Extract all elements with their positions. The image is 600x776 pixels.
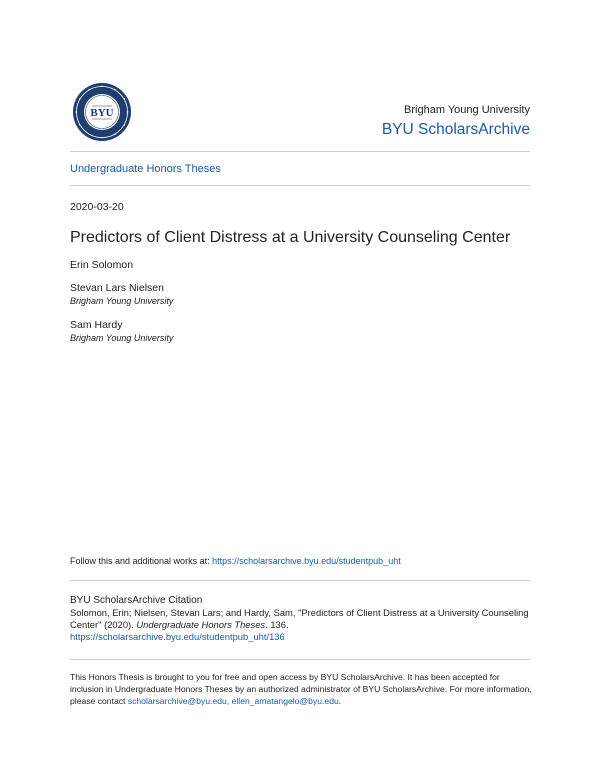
divider [70, 659, 530, 660]
divider [70, 151, 530, 152]
institution-name: Brigham Young University [404, 104, 530, 116]
notice-end: . [338, 696, 342, 706]
publication-date: 2020-03-20 [70, 201, 124, 213]
institution-block [382, 104, 530, 139]
follow-line [70, 556, 401, 566]
citation-url-link[interactable]: https://scholarsarchive.byu.edu/studentpub_uht/136 [70, 631, 285, 643]
access-notice [70, 671, 532, 707]
author-affiliation: Brigham Young University [70, 333, 174, 343]
follow-text: Follow this and additional works at: [70, 556, 213, 566]
author-affiliation: Brigham Young University [70, 296, 174, 306]
author-name: Sam Hardy [70, 319, 123, 331]
divider [70, 580, 530, 581]
byu-seal-logo [72, 82, 132, 142]
citation-series: Undergraduate Honors Theses [136, 619, 266, 631]
contact-email-link[interactable]: scholarsarchive@byu.edu, ellen_amatangelo@byu.edu [127, 696, 339, 706]
archive-name[interactable]: BYU ScholarsArchive [381, 121, 530, 138]
citation-part: Solomon, Erin; Nielsen, Stevan Lars; and Hardy, Sam, "Predictors of Client Distress at a University Counseling Center" (2020). [70, 607, 529, 631]
citation-part: . 136. [265, 619, 289, 631]
document-title: Predictors of Client Distress at a University Counseling Center [70, 229, 511, 246]
divider [70, 185, 530, 186]
notice-text: This Honors Thesis is brought to you for free and open access by BYU ScholarsArchive. It has been accepted for inclusion in Undergraduate Honors Theses by an authorized administrator of BYU ScholarsArchive. For more information, please contact [70, 672, 532, 706]
author-name: Erin Solomon [70, 259, 134, 271]
seal-text: BYU [90, 107, 114, 119]
series-link[interactable]: Undergraduate Honors Theses [70, 163, 221, 175]
follow-url-link[interactable]: https://scholarsarchive.byu.edu/studentpub_uht [212, 556, 401, 566]
citation-heading: BYU ScholarsArchive Citation [70, 595, 203, 606]
citation-text [70, 607, 530, 644]
author-name: Stevan Lars Nielsen [70, 282, 164, 294]
